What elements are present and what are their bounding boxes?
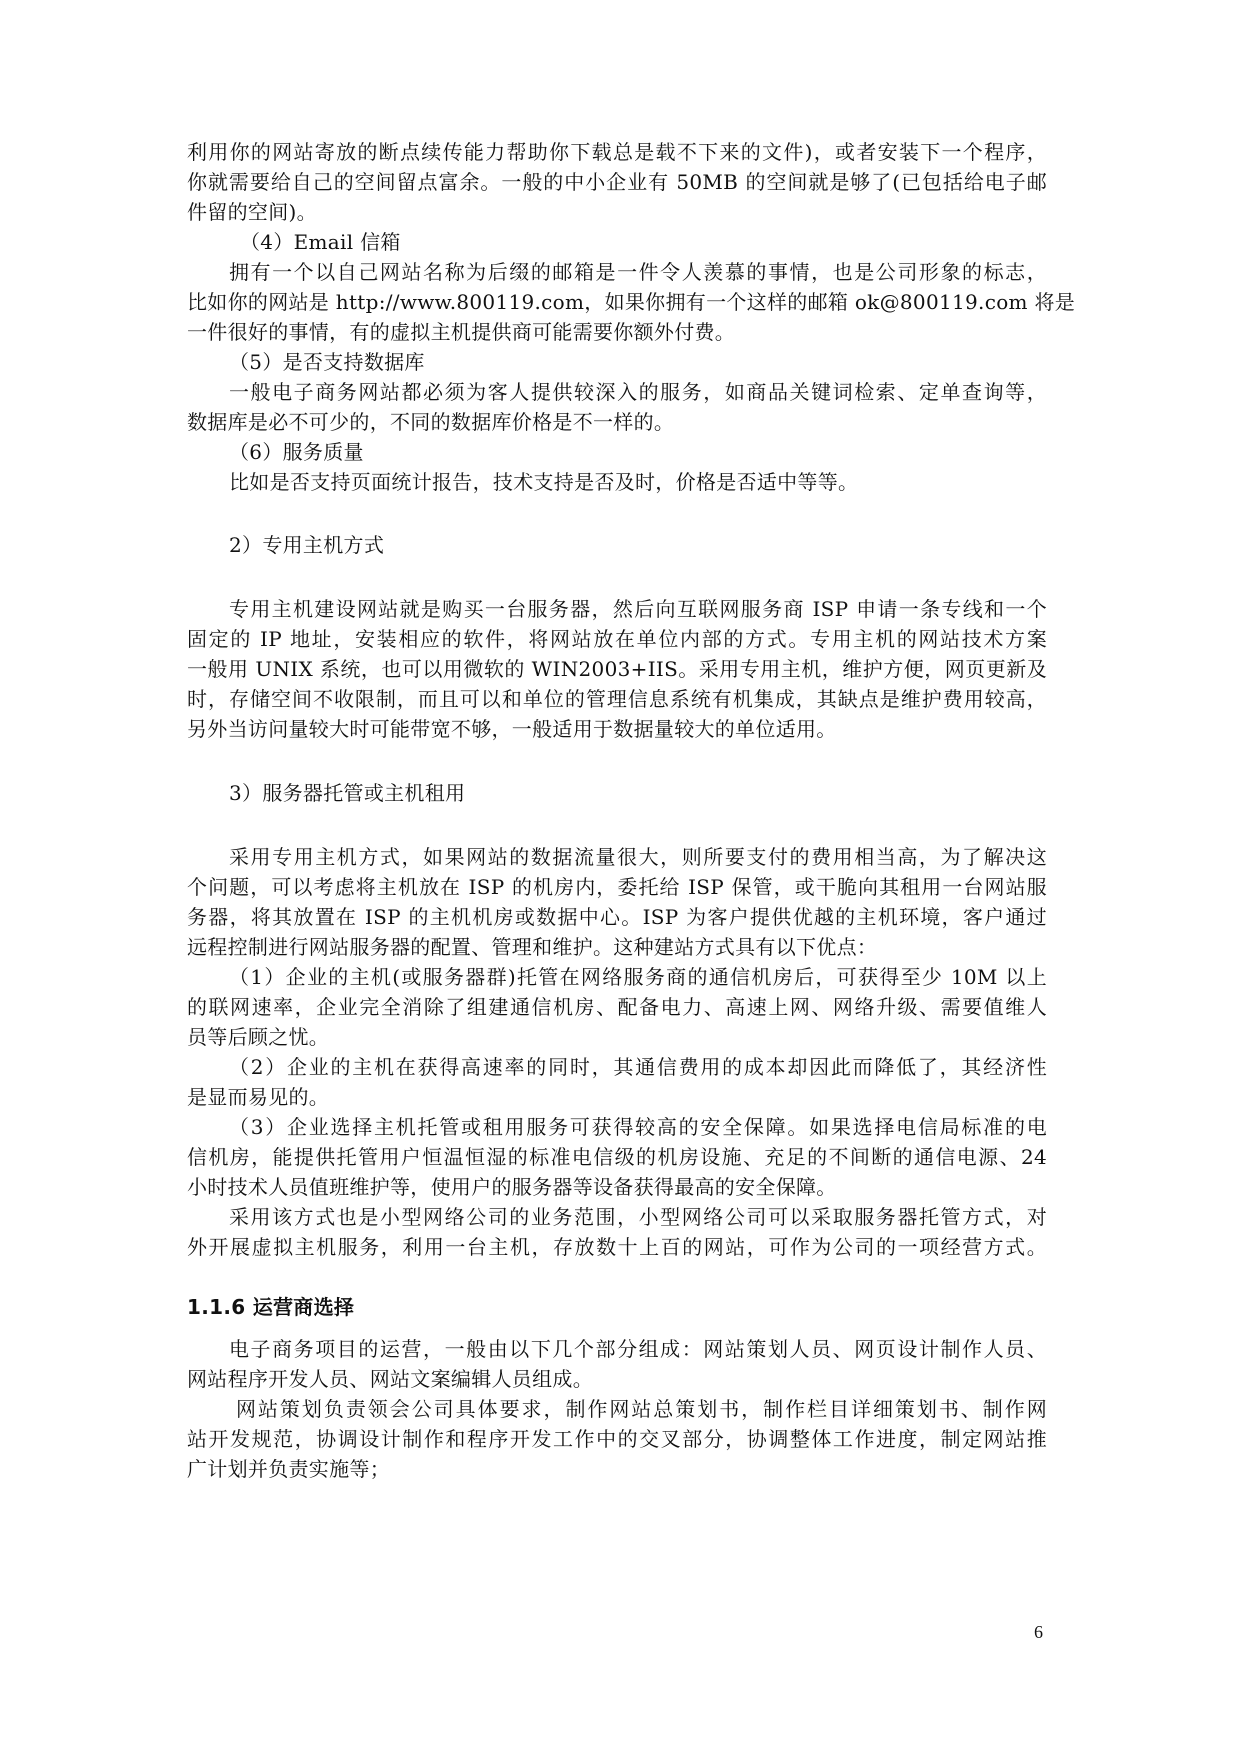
page-number: 6 [1034, 1622, 1043, 1642]
paragraph-line: 的联网速率，企业完全消除了组建通信机房、配备电力、高速上网、网络升级、需要值维人 [187, 995, 1047, 1019]
paragraph-line: 小时技术人员值班维护等，使用户的服务器等设备获得最高的安全保障。 [187, 1175, 837, 1199]
paragraph-line: 一件很好的事情，有的虚拟主机提供商可能需要你额外付费。 [187, 320, 736, 344]
paragraph-line: 是显而易见的。 [187, 1085, 330, 1109]
paragraph-line: 个问题，可以考虑将主机放在 ISP 的机房内，委托给 ISP 保管，或干脆向其租用一台网站服 [187, 875, 1047, 899]
paragraph-line: 比如你的网站是 http://www.800119.com，如果你拥有一个这样的邮箱 ok@800119.com 将是 [187, 290, 1076, 314]
paragraph-line: 站开发规范，协调设计制作和程序开发工作中的交叉部分，协调整体工作进度，制定网站推 [187, 1427, 1047, 1451]
paragraph-line: 件留的空间)。 [187, 200, 317, 224]
paragraph-line: 外开展虚拟主机服务，利用一台主机，存放数十上百的网站，可作为公司的一项经营方式。 [187, 1235, 1047, 1259]
paragraph-line: 一般电子商务网站都必须为客人提供较深入的服务，如商品关键词检索、定单查询等， [229, 380, 1047, 404]
paragraph-line: 你就需要给自己的空间留点富余。一般的中小企业有 50MB 的空间就是够了(已包括给电子邮 [187, 170, 1047, 194]
paragraph-line: 数据库是必不可少的，不同的数据库价格是不一样的。 [187, 410, 675, 434]
paragraph-line: （2）企业的主机在获得高速率的同时，其通信费用的成本却因此而降低了，其经济性 [229, 1055, 1047, 1079]
section-heading: 1.1.6 运营商选择 [187, 1295, 355, 1319]
paragraph-line: 固定的 IP 地址，安装相应的软件，将网站放在单位内部的方式。专用主机的网站技术方案 [187, 627, 1047, 651]
paragraph-line: 一般用 UNIX 系统，也可以用微软的 WIN2003+IIS。采用专用主机，维护方便，网页更新及 [187, 657, 1047, 681]
subsection-heading: 2）专用主机方式 [229, 533, 385, 557]
paragraph-line: 时，存储空间不收限制，而且可以和单位的管理信息系统有机集成，其缺点是维护费用较高， [187, 687, 1047, 711]
paragraph-line: 采用专用主机方式，如果网站的数据流量很大，则所要支付的费用相当高，为了解决这 [229, 845, 1047, 869]
paragraph-line: 电子商务项目的运营，一般由以下几个部分组成：网站策划人员、网页设计制作人员、 [229, 1337, 1047, 1361]
paragraph-line: 拥有一个以自己网站名称为后缀的邮箱是一件令人羡慕的事情，也是公司形象的标志， [229, 260, 1047, 284]
paragraph-line: 广计划并负责实施等； [187, 1457, 390, 1481]
paragraph-line: （1）企业的主机(或服务器群)托管在网络服务商的通信机房后，可获得至少 10M 以上 [229, 965, 1047, 989]
paragraph-line: 网站程序开发人员、网站文案编辑人员组成。 [187, 1367, 593, 1391]
paragraph-line: 另外当访问量较大时可能带宽不够，一般适用于数据量较大的单位适用。 [187, 717, 837, 741]
paragraph-line: 专用主机建设网站就是购买一台服务器，然后向互联网服务商 ISP 申请一条专线和一个 [229, 597, 1047, 621]
paragraph-line: 比如是否支持页面统计报告，技术支持是否及时，价格是否适中等等。 [229, 470, 859, 494]
list-item-heading: （6）服务质量 [229, 440, 364, 464]
paragraph-line: 网站策划负责领会公司具体要求，制作网站总策划书，制作栏目详细策划书、制作网 [236, 1397, 1047, 1421]
subsection-heading: 3）服务器托管或主机租用 [229, 781, 466, 805]
paragraph-line: （3）企业选择主机托管或租用服务可获得较高的安全保障。如果选择电信局标准的电 [229, 1115, 1047, 1139]
paragraph-line: 利用你的网站寄放的断点续传能力帮助你下载总是载不下来的文件)，或者安装下一个程序， [187, 140, 1047, 164]
paragraph-line: 务器，将其放置在 ISP 的主机机房或数据中心。ISP 为客户提供优越的主机环境，客户通过 [187, 905, 1047, 929]
paragraph-line: 员等后顾之忧。 [187, 1025, 330, 1049]
paragraph-line: 信机房，能提供托管用户恒温恒湿的标准电信级的机房设施、充足的不间断的通信电源、24 [187, 1145, 1047, 1169]
list-item-heading: （4）Email 信箱 [240, 230, 401, 254]
list-item-heading: （5）是否支持数据库 [229, 350, 425, 374]
paragraph-line: 远程控制进行网站服务器的配置、管理和维护。这种建站方式具有以下优点： [187, 935, 878, 959]
paragraph-line: 采用该方式也是小型网络公司的业务范围，小型网络公司可以采取服务器托管方式，对 [229, 1205, 1047, 1229]
